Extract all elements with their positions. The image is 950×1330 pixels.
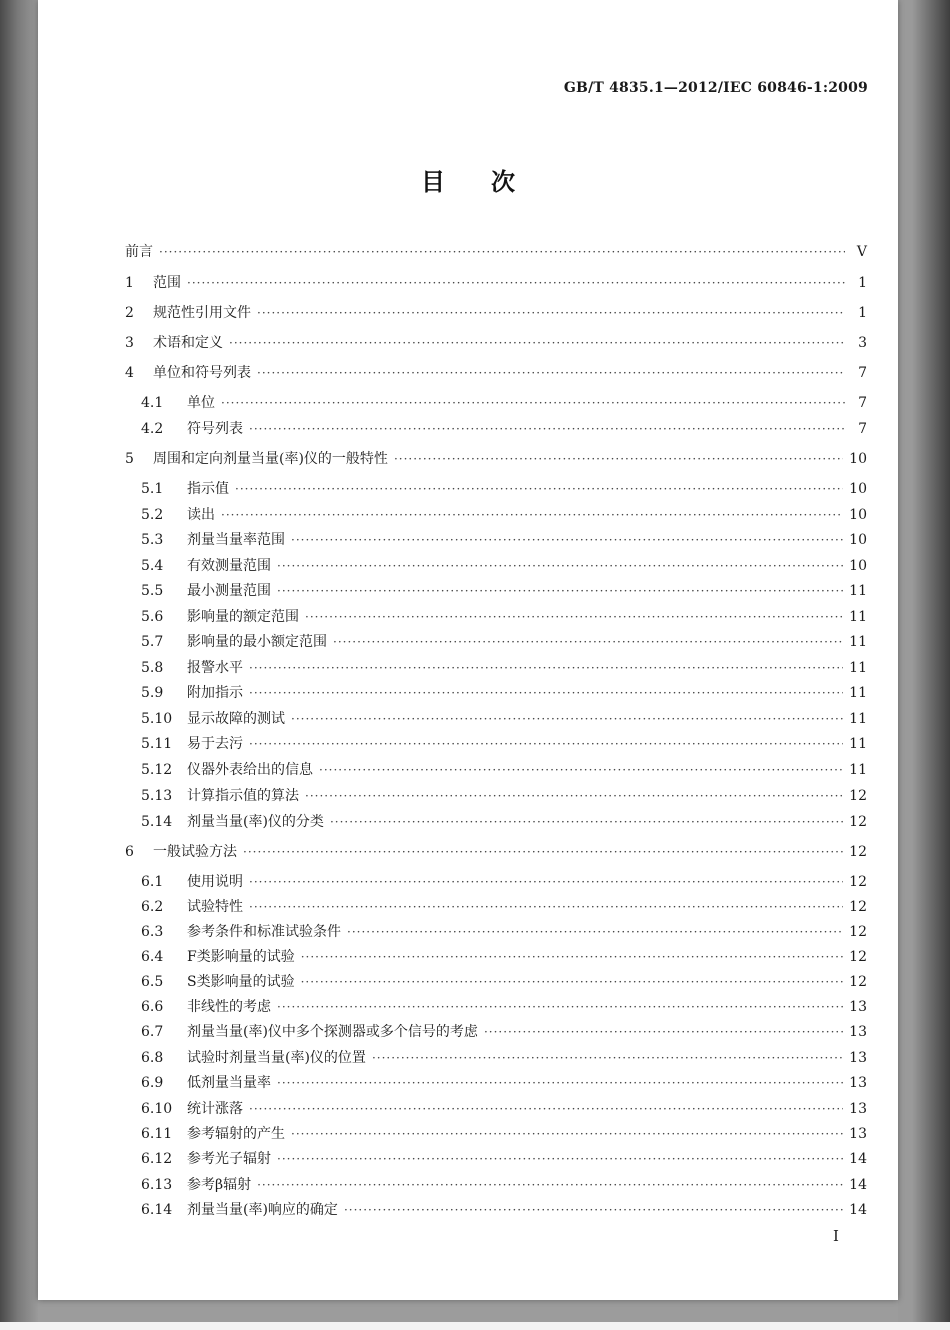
toc-entry-title: 附加指示: [187, 685, 243, 701]
toc-leader-dots: [344, 1199, 843, 1221]
toc-entry-number: 6.4: [141, 949, 164, 965]
toc-entry-title: 仪器外表给出的信息: [187, 762, 313, 778]
toc-entry-title: 剂量当量(率)仪中多个探测器或多个信号的考虑: [187, 1024, 478, 1040]
toc-entry-title: 参考条件和标准试验条件: [187, 924, 341, 940]
toc-leader-dots: [187, 272, 845, 294]
toc-leader-dots: [159, 241, 845, 263]
toc-entry[interactable]: [125, 841, 867, 863]
toc-entry-page: 10: [849, 451, 867, 467]
toc-entry-title: 读出: [187, 507, 215, 523]
toc-entry-page: 13: [849, 1050, 867, 1066]
toc-entry-page: 11: [849, 736, 867, 752]
toc-entry-number: 6.14: [141, 1202, 173, 1218]
toc-entry-title: 术语和定义: [153, 335, 223, 351]
toc-entry[interactable]: [141, 921, 867, 943]
toc-entry-page: 12: [849, 788, 867, 804]
toc-entry-page: 12: [849, 949, 867, 965]
toc-entry-page: 1: [858, 305, 867, 321]
toc-entry-page: 12: [849, 814, 867, 830]
toc-entry-page: 11: [849, 634, 867, 650]
page-number: I: [833, 1227, 839, 1245]
toc-entry-page: 13: [849, 1024, 867, 1040]
toc-leader-dots: [249, 657, 843, 679]
toc-leader-dots: [291, 529, 843, 551]
toc-entry-number: 5.12: [141, 762, 173, 778]
toc-entry-number: 6.3: [141, 924, 164, 940]
toc-leader-dots: [347, 921, 843, 943]
toc-entry-number: 5.13: [141, 788, 173, 804]
toc-entry-number: 6.7: [141, 1024, 164, 1040]
toc-entry-page: 14: [849, 1177, 867, 1193]
toc-leader-dots: [330, 811, 843, 833]
toc-entry-title: 非线性的考虑: [187, 999, 271, 1015]
toc-entry[interactable]: [141, 478, 867, 500]
toc-leader-dots: [277, 555, 843, 577]
toc-entry[interactable]: [141, 1123, 867, 1145]
toc-leader-dots: [277, 580, 843, 602]
toc-entry-title: S类影响量的试验: [187, 974, 295, 990]
toc-entry-title: 有效测量范围: [187, 558, 271, 574]
toc-entry-number: 5.8: [141, 660, 164, 676]
toc-entry-page: 11: [849, 609, 867, 625]
toc-leader-dots: [301, 971, 844, 993]
toc-entry-title: 易于去污: [187, 736, 243, 752]
toc-leader-dots: [291, 708, 843, 730]
toc-entry-number: 6.1: [141, 874, 164, 890]
toc-leader-dots: [484, 1021, 843, 1043]
toc-leader-dots: [235, 478, 843, 500]
toc-leader-dots: [277, 1072, 843, 1094]
toc-entry[interactable]: [141, 580, 867, 602]
toc-leader-dots: [221, 392, 845, 414]
toc-entry-number: 6.13: [141, 1177, 173, 1193]
toc-entry[interactable]: [141, 896, 867, 918]
toc-entry-page: 12: [849, 899, 867, 915]
toc-entry-title: 试验特性: [187, 899, 243, 915]
toc-entry[interactable]: [141, 1047, 867, 1069]
toc-entry-number: 6.9: [141, 1075, 164, 1091]
toc-entry[interactable]: [141, 682, 867, 704]
toc-entry-title: 参考β辐射: [187, 1177, 252, 1193]
toc-leader-dots: [301, 946, 843, 968]
toc-entry-page: 10: [849, 558, 867, 574]
toc-entry-number: 6.5: [141, 974, 164, 990]
toc-entry-title: 单位: [187, 395, 215, 411]
toc-entry-number: 6.2: [141, 899, 164, 915]
toc-entry-page: 13: [849, 1075, 867, 1091]
toc-entry-title: 剂量当量(率)仪的分类: [187, 814, 324, 830]
toc-entry[interactable]: [141, 811, 867, 833]
toc-leader-dots: [229, 332, 845, 354]
toc-entry[interactable]: [141, 555, 867, 577]
toc-entry-page: 11: [849, 660, 867, 676]
toc-leader-dots: [257, 362, 845, 384]
toc-entry[interactable]: [125, 241, 867, 263]
toc-entry-title: 显示故障的测试: [187, 711, 285, 727]
toc-entry[interactable]: [141, 1199, 867, 1221]
toc-entry-number: 5.9: [141, 685, 164, 701]
toc-entry-number: 5.1: [141, 481, 164, 497]
toc-entry-number: 5.5: [141, 583, 164, 599]
toc-entry-page: 7: [858, 395, 867, 411]
viewer-bottom-edge: [0, 1322, 950, 1330]
toc-entry-page: 11: [849, 762, 867, 778]
toc-entry-title: 影响量的最小额定范围: [187, 634, 327, 650]
toc-entry-title: 使用说明: [187, 874, 243, 890]
toc-entry[interactable]: [125, 362, 867, 384]
toc-entry-title: 一般试验方法: [153, 844, 237, 860]
toc-entry-page: 10: [849, 532, 867, 548]
toc-entry-page: 12: [849, 974, 867, 990]
toc-entry[interactable]: [141, 871, 867, 893]
toc-leader-dots: [372, 1047, 843, 1069]
toc-entry-page: 11: [849, 685, 867, 701]
toc-entry-number: 5.14: [141, 814, 173, 830]
toc-entry-page: 13: [849, 1101, 867, 1117]
toc-entry-number: 6.10: [141, 1101, 173, 1117]
toc-entry-number: 6: [125, 844, 134, 860]
toc-leader-dots: [319, 759, 843, 781]
toc-entry-page: 7: [858, 421, 867, 437]
toc-leader-dots: [291, 1123, 843, 1145]
toc-entry-title: 前言: [125, 244, 153, 260]
toc-entry-title: 参考光子辐射: [187, 1151, 271, 1167]
toc-entry-title: 报警水平: [187, 660, 243, 676]
toc-leader-dots: [249, 418, 845, 440]
toc-entry-title: 试验时剂量当量(率)仪的位置: [187, 1050, 366, 1066]
toc-entry-number: 2: [125, 305, 134, 321]
toc-entry-title: 统计涨落: [187, 1101, 243, 1117]
toc-leader-dots: [249, 733, 843, 755]
toc-leader-dots: [305, 785, 843, 807]
toc-entry-title: 剂量当量率范围: [187, 532, 285, 548]
toc-entry-number: 5: [125, 451, 134, 467]
toc-entry-number: 6.12: [141, 1151, 173, 1167]
toc-entry-title: 单位和符号列表: [153, 365, 251, 381]
toc-entry-number: 5.6: [141, 609, 164, 625]
toc-entry[interactable]: [125, 448, 867, 470]
toc-entry-number: 1: [125, 275, 134, 291]
toc-leader-dots: [249, 682, 843, 704]
toc-entry-title: 范围: [153, 275, 181, 291]
toc-entry[interactable]: [141, 971, 867, 993]
toc-entry-page: 11: [849, 583, 867, 599]
toc-leader-dots: [249, 871, 843, 893]
toc-entry-number: 4.2: [141, 421, 164, 437]
document-page: [38, 0, 898, 1300]
toc-leader-dots: [257, 1174, 843, 1196]
toc-entry-number: 5.11: [141, 736, 173, 752]
toc-entry-page: 12: [849, 844, 867, 860]
toc-entry-page: 12: [849, 924, 867, 940]
toc-entry[interactable]: [141, 1148, 867, 1170]
toc-entry[interactable]: [141, 733, 867, 755]
toc-entry[interactable]: [141, 946, 867, 968]
toc-entry[interactable]: [125, 332, 867, 354]
toc-entry[interactable]: [141, 708, 867, 730]
toc-leader-dots: [221, 504, 843, 526]
toc-entry-number: 5.4: [141, 558, 164, 574]
toc-entry[interactable]: [141, 657, 867, 679]
toc-entry-number: 5.3: [141, 532, 164, 548]
toc-leader-dots: [249, 1098, 843, 1120]
toc-entry-title: 符号列表: [187, 421, 243, 437]
toc-leader-dots: [305, 606, 843, 628]
toc-entry-title: 指示值: [187, 481, 229, 497]
toc-leader-dots: [257, 302, 845, 324]
toc-entry-page: 13: [849, 999, 867, 1015]
toc-entry-page: 11: [849, 711, 867, 727]
toc-entry[interactable]: [125, 302, 867, 324]
toc-leader-dots: [277, 996, 843, 1018]
toc-entry[interactable]: [141, 504, 867, 526]
toc-entry[interactable]: [141, 996, 867, 1018]
toc-entry-number: 3: [125, 335, 134, 351]
toc-entry[interactable]: [141, 785, 867, 807]
toc-entry[interactable]: [125, 272, 867, 294]
toc-entry-page: 3: [858, 335, 867, 351]
toc-entry[interactable]: [141, 418, 867, 440]
toc-entry[interactable]: [141, 606, 867, 628]
toc-entry-title: 计算指示值的算法: [187, 788, 299, 804]
toc-entry-title: 周围和定向剂量当量(率)仪的一般特性: [153, 451, 388, 467]
toc-entry-number: 5.10: [141, 711, 173, 727]
toc-entry-title: 低剂量当量率: [187, 1075, 271, 1091]
toc-entry-title: 规范性引用文件: [153, 305, 251, 321]
toc-leader-dots: [249, 896, 843, 918]
toc-leader-dots: [394, 448, 843, 470]
toc-entry[interactable]: [141, 529, 867, 551]
toc-entry-number: 6.6: [141, 999, 164, 1015]
toc-entry-number: 6.8: [141, 1050, 164, 1066]
toc-entry-title: 影响量的额定范围: [187, 609, 299, 625]
toc-entry[interactable]: [141, 759, 867, 781]
toc-entry-page: 10: [849, 507, 867, 523]
toc-entry-page: 12: [849, 874, 867, 890]
toc-leader-dots: [277, 1148, 843, 1170]
toc-entry-number: 4.1: [141, 395, 164, 411]
standard-number-header: GB/T 4835.1—2012/IEC 60846-1:2009: [563, 80, 868, 96]
page-title: 目次: [421, 167, 561, 196]
toc-entry-page: V: [856, 244, 867, 260]
toc-entry-page: 10: [849, 481, 867, 497]
toc-entry-title: 最小测量范围: [187, 583, 271, 599]
toc-entry[interactable]: [141, 1021, 867, 1043]
toc-entry[interactable]: [141, 1098, 867, 1120]
toc-entry-number: 6.11: [141, 1126, 173, 1142]
toc-entry-page: 13: [849, 1126, 867, 1142]
toc-entry-page: 7: [858, 365, 867, 381]
toc-entry-title: 参考辐射的产生: [187, 1126, 285, 1142]
toc-entry-page: 14: [849, 1151, 867, 1167]
toc-entry[interactable]: [141, 631, 867, 653]
toc-entry-page: 1: [858, 275, 867, 291]
toc-entry[interactable]: [141, 1072, 867, 1094]
toc-entry-number: 5.2: [141, 507, 164, 523]
toc-entry[interactable]: [141, 1174, 867, 1196]
toc-entry-number: 5.7: [141, 634, 164, 650]
toc-leader-dots: [333, 631, 843, 653]
toc-leader-dots: [243, 841, 843, 863]
toc-entry-page: 14: [849, 1202, 867, 1218]
toc-entry-title: F类影响量的试验: [187, 949, 295, 965]
toc-entry[interactable]: [141, 392, 867, 414]
toc-entry-title: 剂量当量(率)响应的确定: [187, 1202, 338, 1218]
toc-entry-number: 4: [125, 365, 134, 381]
